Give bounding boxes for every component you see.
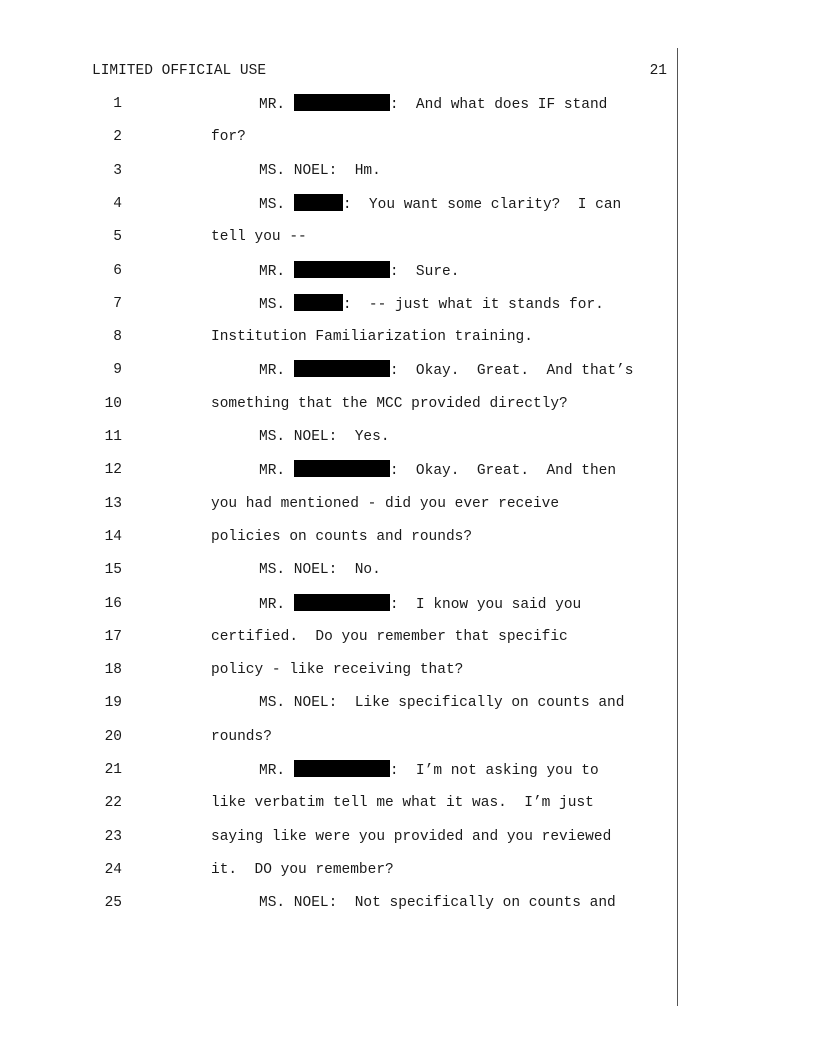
speaker-line <box>259 460 616 481</box>
line-number: 7 <box>113 296 122 312</box>
line-number: 23 <box>104 829 122 845</box>
line-number: 18 <box>104 662 122 678</box>
speech-text: : I know you said you <box>389 597 582 613</box>
line-number: 16 <box>104 596 122 612</box>
line-number: 15 <box>104 562 122 578</box>
speaker-line <box>259 261 459 282</box>
line-text: you had mentioned - did you ever receive <box>211 496 560 512</box>
line-text: certified. Do you remember that specific <box>211 629 568 645</box>
line-number: 14 <box>104 529 122 545</box>
speech-text: : Okay. Great. And that’s <box>389 363 634 379</box>
line-text: something that the MCC provided directly? <box>211 396 568 412</box>
line-number: 11 <box>104 429 122 445</box>
speaker-label: MR. <box>259 264 294 280</box>
redaction-block <box>294 760 390 777</box>
speaker-label: MS. <box>259 197 294 213</box>
line-number: 13 <box>104 496 122 512</box>
redaction-block <box>294 94 390 111</box>
line-number: 2 <box>113 129 122 145</box>
line-text: policy - like receiving that? <box>211 662 464 678</box>
redaction-block <box>294 460 390 477</box>
line-text: tell you -- <box>211 229 307 245</box>
speaker-line <box>259 360 633 381</box>
page-number: 21 <box>649 63 667 79</box>
speaker-label: MS. NOEL: No. <box>259 562 381 578</box>
line-number: 8 <box>113 329 122 345</box>
line-text: policies on counts and rounds? <box>211 529 473 545</box>
speech-text: : Sure. <box>389 264 460 280</box>
line-text: like verbatim tell me what it was. I’m just <box>211 795 594 811</box>
line-number: 12 <box>104 462 122 478</box>
line-number: 17 <box>104 629 122 645</box>
line-number: 3 <box>113 163 122 179</box>
header-classification: LIMITED OFFICIAL USE <box>92 63 267 79</box>
speaker-label: MR. <box>259 97 294 113</box>
redaction-block <box>294 360 390 377</box>
speaker-label: MS. NOEL: Yes. <box>259 429 390 445</box>
speaker-line <box>259 693 624 713</box>
speaker-label: MR. <box>259 363 294 379</box>
speaker-label: MR. <box>259 463 294 479</box>
line-number: 20 <box>104 729 122 745</box>
speaker-label: MS. <box>259 297 294 313</box>
speech-text: : I’m not asking you to <box>389 763 599 779</box>
speaker-line <box>259 427 390 447</box>
right-margin-rule <box>677 48 678 1006</box>
line-number: 6 <box>113 263 122 279</box>
redaction-block <box>294 261 390 278</box>
line-text: it. DO you remember? <box>211 862 394 878</box>
line-text: Institution Familiarization training. <box>211 329 533 345</box>
speaker-line <box>259 560 381 580</box>
line-number: 1 <box>113 96 122 112</box>
line-number: 21 <box>104 762 122 778</box>
line-text: saying like were you provided and you reviewed <box>211 829 612 845</box>
line-text: for? <box>211 129 246 145</box>
speech-text: : -- just what it stands for. <box>342 297 604 313</box>
line-number: 10 <box>104 396 122 412</box>
speaker-label: MS. NOEL: Like specifically on counts and <box>259 695 625 711</box>
speaker-line <box>259 161 381 181</box>
redaction-block <box>294 194 343 211</box>
line-number: 22 <box>104 795 122 811</box>
speaker-label: MR. <box>259 763 294 779</box>
speaker-label: MS. NOEL: Not specifically on counts and <box>259 895 616 911</box>
line-number: 9 <box>113 362 122 378</box>
speaker-label: MS. NOEL: Hm. <box>259 163 381 179</box>
line-number: 4 <box>113 196 122 212</box>
line-number: 5 <box>113 229 122 245</box>
speaker-line <box>259 194 621 215</box>
redaction-block <box>294 594 390 611</box>
speaker-label: MR. <box>259 597 294 613</box>
line-number: 19 <box>104 695 122 711</box>
speaker-line <box>259 294 604 315</box>
redaction-block <box>294 294 343 311</box>
line-text: rounds? <box>211 729 272 745</box>
speaker-line <box>259 594 581 615</box>
speech-text: : You want some clarity? I can <box>342 197 622 213</box>
line-number: 25 <box>104 895 122 911</box>
line-number: 24 <box>104 862 122 878</box>
speech-text: : Okay. Great. And then <box>389 463 617 479</box>
speaker-line <box>259 94 607 115</box>
speaker-line <box>259 893 616 913</box>
speech-text: : And what does IF stand <box>389 97 608 113</box>
speaker-line <box>259 760 599 781</box>
